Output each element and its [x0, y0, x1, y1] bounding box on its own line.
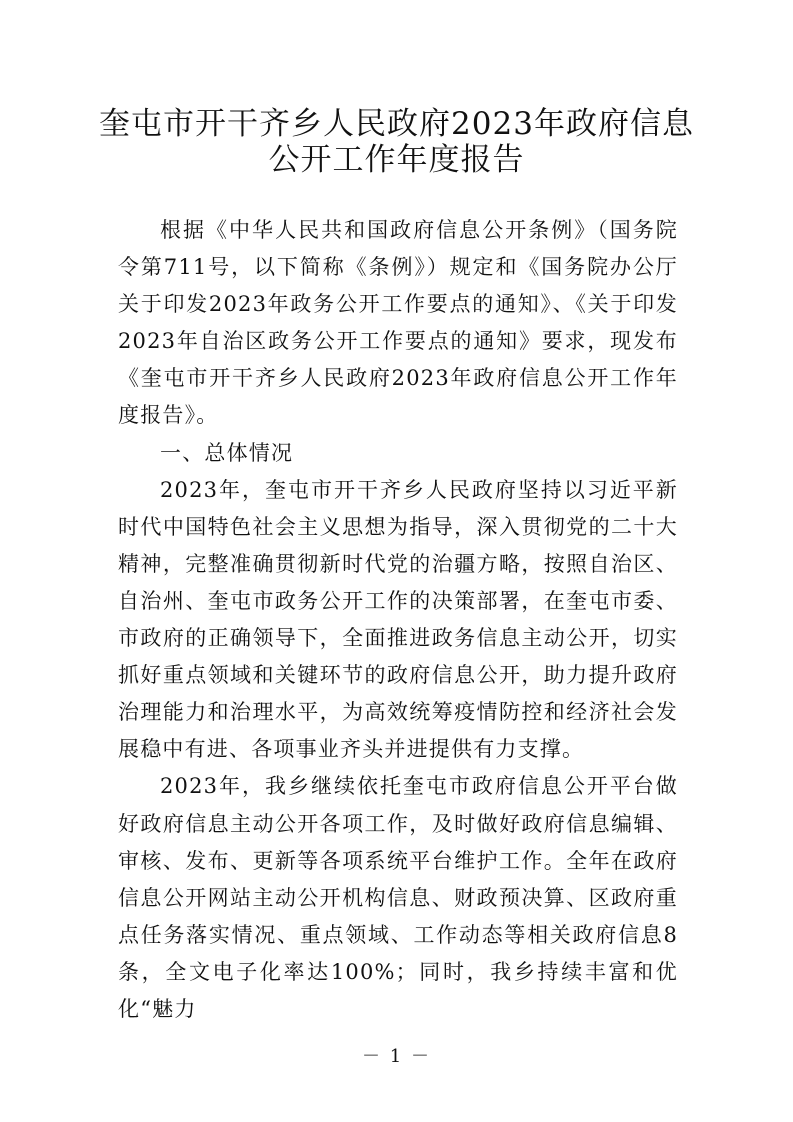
overview-paragraph-2: 2023年，我乡继续依托奎屯市政府信息公开平台做好政府信息主动公开各项工作，及时做好政府信息编辑、审核、发布、更新等各项系统平台维护工作。全年在政府信息公开网站主动公开机构信息、财政预决算、区政府重点任务落实情况、重点领域、工作动态等相关政府信息8条，全文电子化率达100%；同时，我乡持续丰富和优化“魅力	[118, 774, 678, 1021]
page-number: － 1 －	[362, 1046, 431, 1067]
document-body	[118, 212, 678, 1028]
document-title-line-1: 奎屯市开干齐乡人民政府2023年政府信息	[99, 106, 694, 142]
document-title-line-2: 公开工作年度报告	[268, 142, 525, 178]
intro-paragraph: 根据《中华人民共和国政府信息公开条例》（国务院令第711号，以下简称《条例》）规定和《国务院办公厅关于印发2023年政务公开工作要点的通知》、《关于印发2023年自治区政务公开工作要点的通知》要求，现发布《奎屯市开干齐乡人民政府2023年政府信息公开工作年度报告》。	[118, 218, 678, 428]
overview-paragraph-1: 2023年，奎屯市开干齐乡人民政府坚持以习近平新时代中国特色社会主义思想为指导，深入贯彻党的二十大精神，完整准确贯彻新时代党的治疆方略，按照自治区、自治州、奎屯市政务公开工作的决策部署，在奎屯市委、市政府的正确领导下，全面推进政务信息主动公开，切实抓好重点领域和关键环节的政府信息公开，助力提升政府治理能力和治理水平，为高效统筹疫情防控和经济社会发展稳中有进、各项事业齐头并进提供有力支撑。	[118, 477, 678, 762]
section-heading-overview: 一、总体情况	[160, 440, 294, 465]
